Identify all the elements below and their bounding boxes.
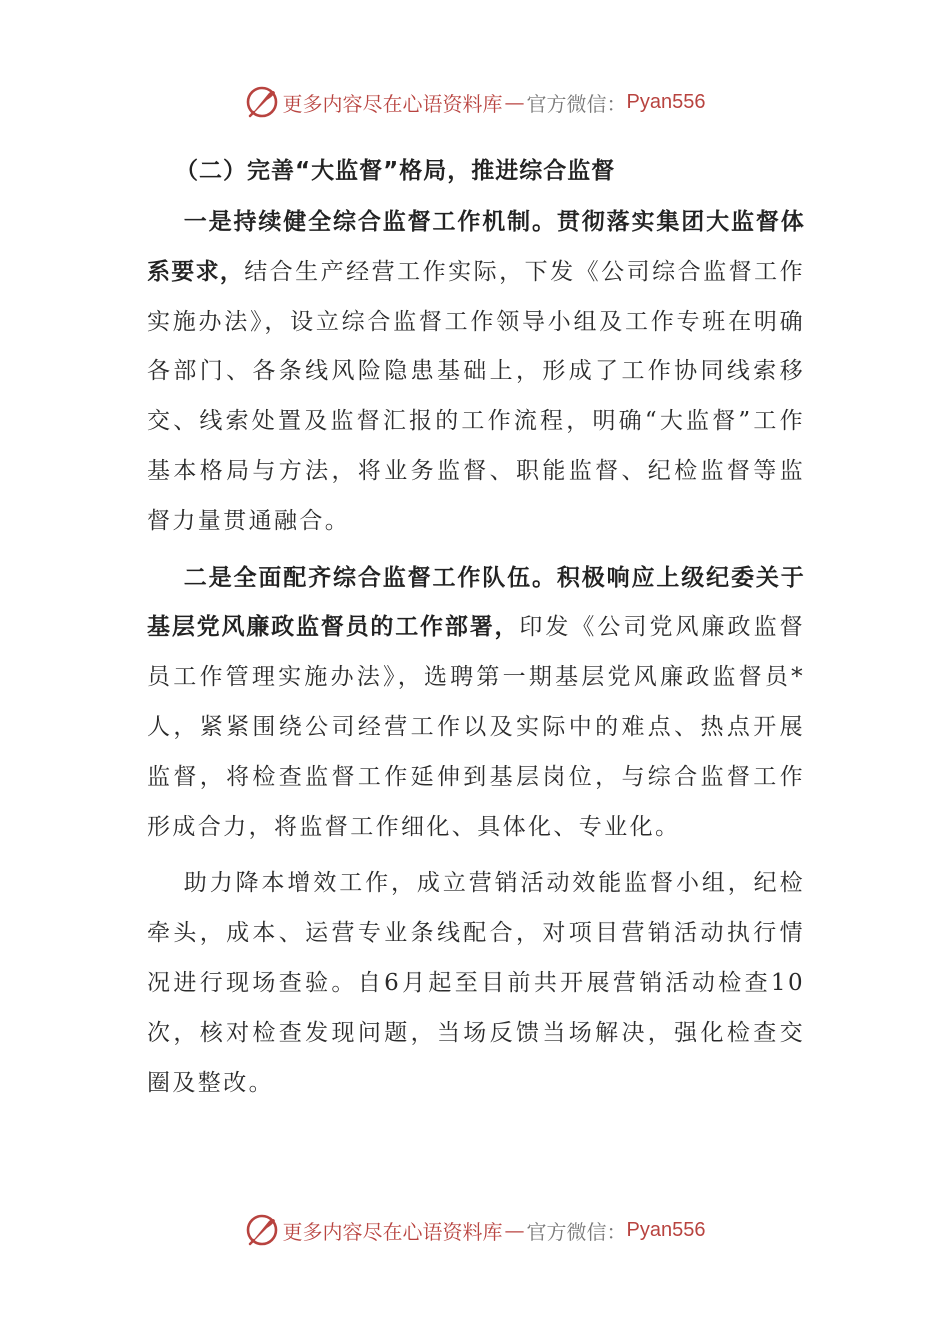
section-heading: （二）完善“大监督”格局，推进综合监督	[175, 158, 616, 184]
banner-wechat-id: Pyan556	[626, 1218, 706, 1241]
banner-wechat-label: 官方微信：	[526, 1219, 627, 1244]
paragraph-text: 印发《公司党风廉政监督员工作管理实施办法》，选聘第一期基层党风廉政监督员*人，紧紧围绕公司经营工作以及实际中的难点、热点开展监督，将检查监督工作延伸到基层岗位，与综合监督工作形成合力，将监督工作细化、具体化、专业化。	[147, 614, 805, 840]
footer-banner	[0, 1208, 950, 1252]
paragraph-2	[147, 554, 805, 853]
banner-dash: —	[504, 1218, 525, 1242]
paragraph-lead: 二是全面配齐综合监督工作队伍。积极响应上级纪委关于基层党风廉政监督员的工作部署，	[147, 564, 805, 641]
banner-wechat-label: 官方微信：	[526, 91, 627, 116]
header-banner	[0, 80, 950, 124]
quill-logo-icon	[245, 1213, 279, 1247]
paragraph-text: 助力降本增效工作，成立营销活动效能监督小组，纪检牵头，成本、运营专业条线配合，对项目营销活动执行情况进行现场查验。自6月起至目前共开展营销活动检查10次，核对检查发现问题，当场反馈当场解决，强化检查交圈及整改。	[147, 870, 805, 1096]
banner-title: 更多内容尽在心语资料库	[282, 91, 503, 116]
document-body	[147, 146, 805, 1115]
banner-wechat-id: Pyan556	[626, 90, 706, 113]
paragraph-text: 结合生产经营工作实际，下发《公司综合监督工作实施办法》，设立综合监督工作领导小组及工作专班在明确各部门、各条线风险隐患基础上，形成了工作协同线索移交、线索处置及监督汇报的工作流程，明确“大监督”工作基本格局与方法，将业务监督、职能监督、纪检监督等监督力量贯通融合。	[147, 258, 805, 534]
paragraph-lead: 一是持续健全综合监督工作机制。贯彻落实集团大监督体系要求，	[147, 209, 805, 285]
paragraph-3	[147, 859, 805, 1108]
banner-dash: —	[504, 90, 525, 114]
quill-logo-icon	[245, 85, 279, 119]
banner-title: 更多内容尽在心语资料库	[282, 1219, 503, 1244]
paragraph-1	[147, 198, 805, 547]
